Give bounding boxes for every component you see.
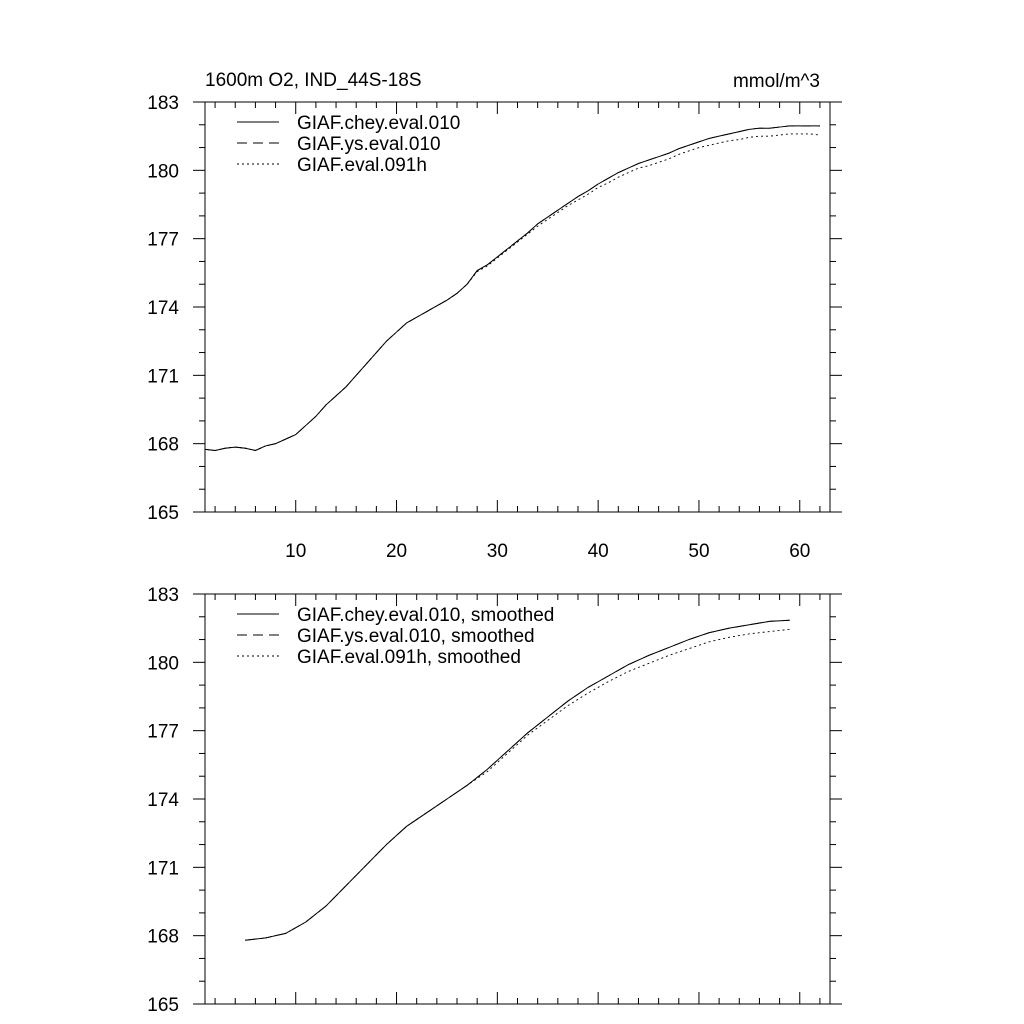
- y-tick-label: 174: [147, 298, 179, 319]
- series-line-3: [205, 134, 820, 451]
- x-tick-label: 50: [688, 541, 710, 562]
- y-tick-label: 165: [147, 503, 179, 524]
- y-tick-label: 177: [147, 229, 179, 251]
- y-tick-label: 174: [147, 790, 179, 811]
- y-tick-label: 165: [147, 995, 179, 1016]
- series-line-2: [245, 620, 789, 940]
- y-tick-label: 180: [147, 161, 179, 183]
- y-tick-label: 171: [147, 858, 179, 880]
- y-tick-label: 177: [147, 721, 179, 743]
- legend-label: GIAF.chey.eval.010: [297, 113, 461, 134]
- legend-label: GIAF.eval.091h: [297, 155, 427, 176]
- x-tick-label: 10: [285, 541, 307, 562]
- series-line-1: [245, 620, 789, 940]
- legend-label: GIAF.ys.eval.010, smoothed: [297, 626, 535, 647]
- y-tick-label: 168: [147, 434, 179, 456]
- x-tick-label: 60: [789, 541, 811, 562]
- x-tick-label: 20: [385, 541, 408, 562]
- y-tick-label: 183: [147, 93, 179, 114]
- units-label: mmol/m^3: [732, 71, 820, 92]
- legend-label: GIAF.ys.eval.010: [297, 134, 441, 155]
- legend-label: GIAF.chey.eval.010, smoothed: [297, 605, 555, 626]
- y-tick-label: 168: [147, 926, 179, 948]
- legend-label: GIAF.eval.091h, smoothed: [297, 647, 521, 668]
- y-tick-label: 180: [147, 653, 179, 675]
- chart-title: 1600m O2, IND_44S-18S: [205, 70, 422, 91]
- y-tick-label: 183: [147, 585, 179, 606]
- top-panel: [147, 70, 842, 562]
- x-tick-label: 30: [486, 541, 508, 562]
- bottom-panel: [147, 585, 842, 1016]
- x-tick-label: 40: [587, 541, 609, 562]
- y-tick-label: 171: [147, 366, 179, 388]
- series-line-3: [245, 629, 789, 940]
